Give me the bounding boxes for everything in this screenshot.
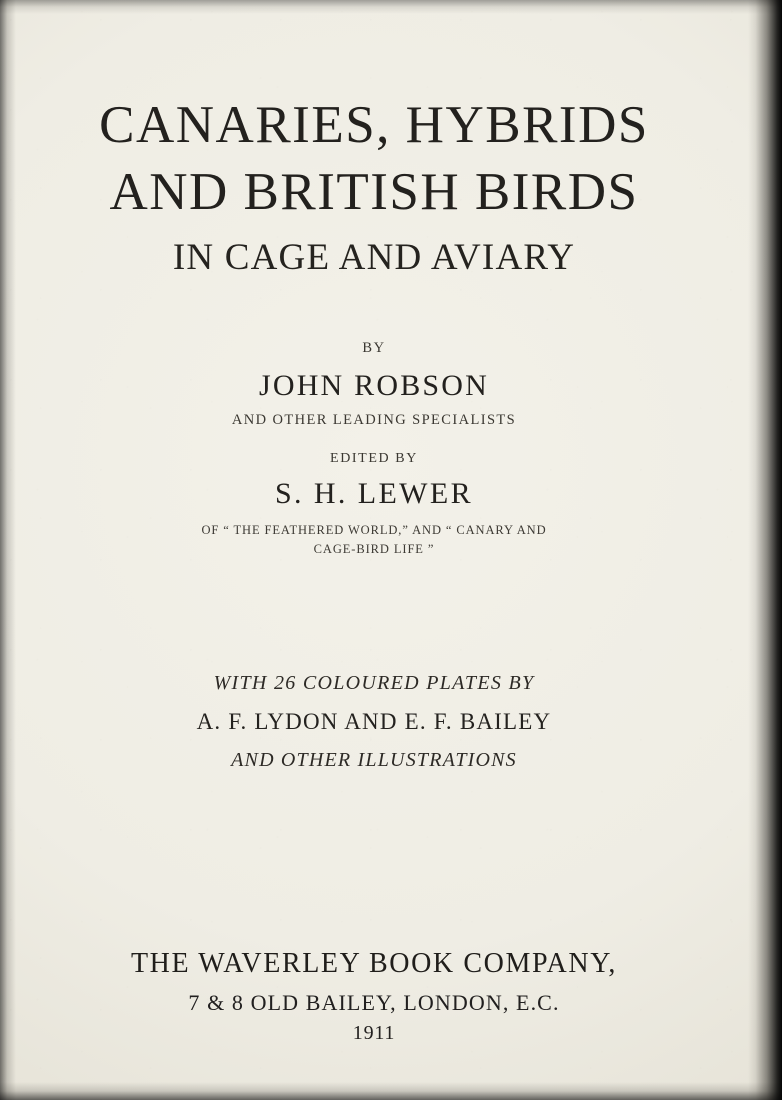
publication-year: 1911 xyxy=(352,1022,396,1044)
publisher-name: THE WAVERLEY BOOK COMPANY, xyxy=(130,948,618,979)
other-illustrations-line: AND OTHER ILLUSTRATIONS xyxy=(231,749,517,771)
author-note: AND OTHER LEADING SPECIALISTS xyxy=(231,412,517,428)
plates-artists-line: A. F. LYDON AND E. F. BAILEY xyxy=(196,709,552,734)
editor-note-line-1: OF “ THE FEATHERED WORLD,” AND “ CANARY AND xyxy=(201,523,547,537)
authorship-block xyxy=(0,340,748,560)
author-name: JOHN ROBSON xyxy=(258,369,490,402)
plates-count-line: WITH 26 COLOURED PLATES BY xyxy=(213,672,535,694)
editor-name: S. H. LEWER xyxy=(274,477,474,510)
editor-note xyxy=(0,521,748,560)
edited-by-label: EDITED BY xyxy=(330,451,418,466)
book-subtitle: IN CAGE AND AVIARY xyxy=(172,236,576,278)
book-title-line-1: CANARIES, HYBRIDS xyxy=(99,96,649,154)
title-block xyxy=(0,92,748,279)
book-gutter-shadow xyxy=(748,0,782,1100)
byline-label: BY xyxy=(362,340,386,356)
page-left-shadow xyxy=(0,0,16,1100)
book-title-line-2: AND BRITISH BIRDS xyxy=(109,162,639,221)
page-top-shadow xyxy=(0,0,782,14)
illustrations-block xyxy=(0,672,748,772)
editor-note-line-2: CAGE-BIRD LIFE ” xyxy=(313,542,435,557)
page-bottom-shadow xyxy=(0,1082,782,1100)
imprint-block xyxy=(0,948,748,1045)
publisher-address: 7 & 8 OLD BAILEY, LONDON, E.C. xyxy=(188,990,560,1015)
